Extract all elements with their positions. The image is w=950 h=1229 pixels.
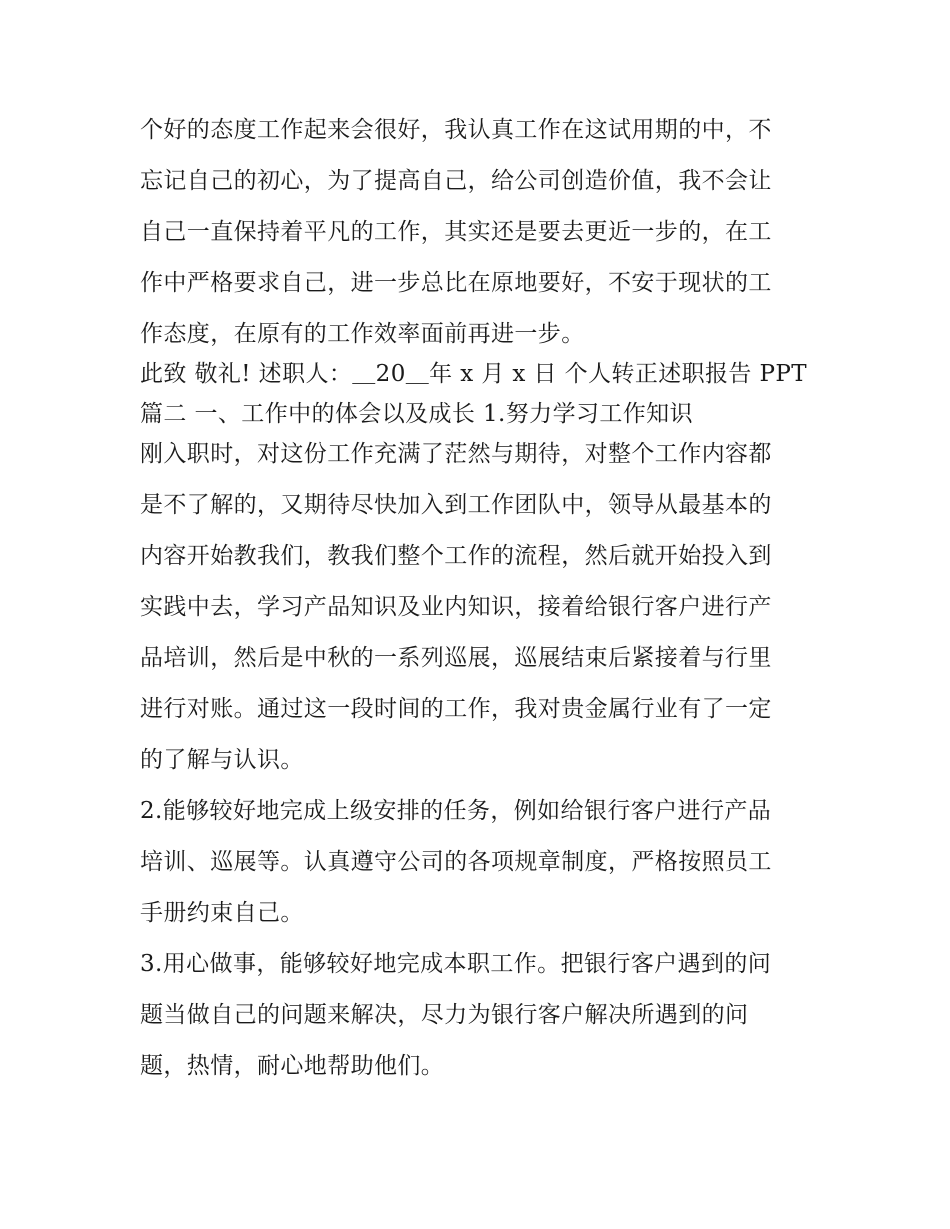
text-line: 手册约束自己。 [140,900,304,926]
text-line: 题当做自己的问题来解决，尽力为银行客户解决所遇到的问 [140,1002,749,1028]
text-line: 内容开始教我们，教我们整个工作的流程，然后就开始投入到 [140,543,772,569]
text-line: 2.能够较好地完成上级安排的任务，例如给银行客户进行产品 [140,798,772,824]
text-line: 忘记自己的初心，为了提高自己，给公司创造价值，我不会让 [140,168,772,194]
text-line: 自己一直保持着平凡的工作，其实还是要去更近一步的，在工 [140,219,772,245]
text-line: 的了解与认识。 [140,747,304,773]
text-line: 此致 敬礼! 述职人：＿20＿年 x 月 x 日 个人转正述职报告 PPT [140,361,808,387]
text-line: 实践中去，学习产品知识及业内知识，接着给银行客户进行产 [140,594,772,620]
text-line: 刚入职时，对这份工作充满了茫然与期待，对整个工作内容都 [140,441,772,467]
text-line: 题，热情，耐心地帮助他们。 [140,1053,445,1079]
text-line: 是不了解的，又期待尽快加入到工作团队中，领导从最基本的 [140,492,772,518]
text-line: 作态度，在原有的工作效率面前再进一步。 [140,321,585,347]
text-line: 品培训，然后是中秋的一系列巡展，巡展结束后紧接着与行里 [140,645,772,671]
text-line: 作中严格要求自己，进一步总比在原地要好，不安于现状的工 [140,270,772,296]
text-line: 进行对账。通过这一段时间的工作，我对贵金属行业有了一定 [140,696,772,722]
text-line: 培训、巡展等。认真遵守公司的各项规章制度，严格按照员工 [140,849,772,875]
text-line: 个好的态度工作起来会很好，我认真工作在这试用期的中，不 [140,117,772,143]
text-line: 篇二 一、工作中的体会以及成长 1.努力学习工作知识 [140,401,693,427]
text-line: 3.用心做事，能够较好地完成本职工作。把银行客户遇到的问 [140,951,772,977]
document-body [140,108,812,1095]
